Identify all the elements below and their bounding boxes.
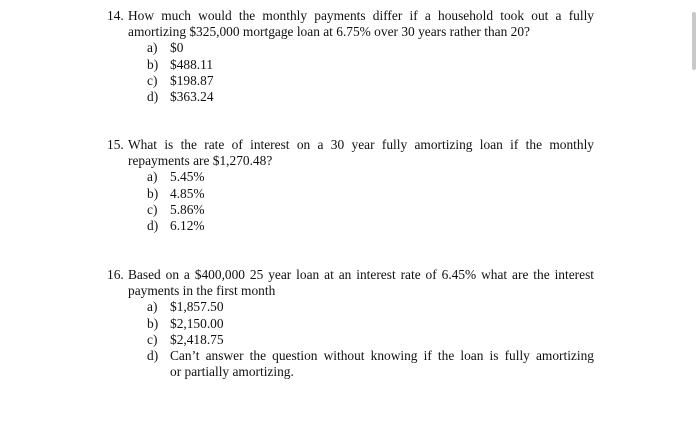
option-c xyxy=(0,202,610,218)
option-letter: a) xyxy=(147,169,158,185)
option-letter: b) xyxy=(147,56,159,72)
option-c xyxy=(0,332,610,348)
option-text-line2: or partially amortizing. xyxy=(170,364,294,380)
question-text-line1: How much would the monthly payments differ if a household took out a fully xyxy=(128,8,594,23)
option-letter: d) xyxy=(147,347,159,363)
option-letter: a) xyxy=(147,299,158,315)
option-letter: c) xyxy=(147,72,158,88)
question-text-line1: What is the rate of interest on a 30 year fully amortizing loan if the monthly xyxy=(128,137,594,152)
option-a xyxy=(0,299,610,315)
question-16 xyxy=(0,267,610,380)
option-text: 6.12% xyxy=(170,217,205,233)
option-d xyxy=(0,89,610,105)
option-b xyxy=(0,186,610,202)
option-text: 5.86% xyxy=(170,201,205,217)
option-text: $488.11 xyxy=(170,56,214,72)
question-14 xyxy=(0,8,610,105)
question-text-line1: Based on a $400,000 25 year loan at an interest rate of 6.45% what are the interest xyxy=(128,267,594,282)
option-text: 4.85% xyxy=(170,185,205,201)
option-letter: d) xyxy=(147,88,159,104)
option-d xyxy=(0,348,610,364)
option-letter: a) xyxy=(147,40,158,56)
question-15 xyxy=(0,137,610,234)
question-number: 16. xyxy=(107,267,124,282)
option-d-continuation xyxy=(0,364,610,380)
option-letter: c) xyxy=(147,331,158,347)
scrollbar[interactable] xyxy=(692,12,696,70)
option-letter: d) xyxy=(147,217,159,233)
option-letter: c) xyxy=(147,201,158,217)
option-d xyxy=(0,218,610,234)
option-text: $198.87 xyxy=(170,72,214,88)
option-text: 5.45% xyxy=(170,169,205,185)
option-text: Can’t answer the question without knowing if the loan is fully amortizing xyxy=(170,347,594,363)
option-text: $2,150.00 xyxy=(170,315,224,331)
question-text-line2: amortizing $325,000 mortgage loan at 6.75% over 30 years rather than 20? xyxy=(128,24,530,40)
option-b xyxy=(0,316,610,332)
option-letter: b) xyxy=(147,185,159,201)
option-text: $2,418.75 xyxy=(170,331,224,347)
question-number: 14. xyxy=(107,8,124,23)
option-text: $1,857.50 xyxy=(170,299,224,315)
option-letter: b) xyxy=(147,315,159,331)
option-c xyxy=(0,73,610,89)
option-a xyxy=(0,40,610,56)
question-text-line2: repayments are $1,270.48? xyxy=(128,153,273,169)
option-b xyxy=(0,57,610,73)
option-text: $0 xyxy=(170,40,184,56)
question-text-line2: payments in the first month xyxy=(128,283,276,299)
question-number: 15. xyxy=(107,137,124,152)
option-a xyxy=(0,169,610,185)
option-text: $363.24 xyxy=(170,88,214,104)
